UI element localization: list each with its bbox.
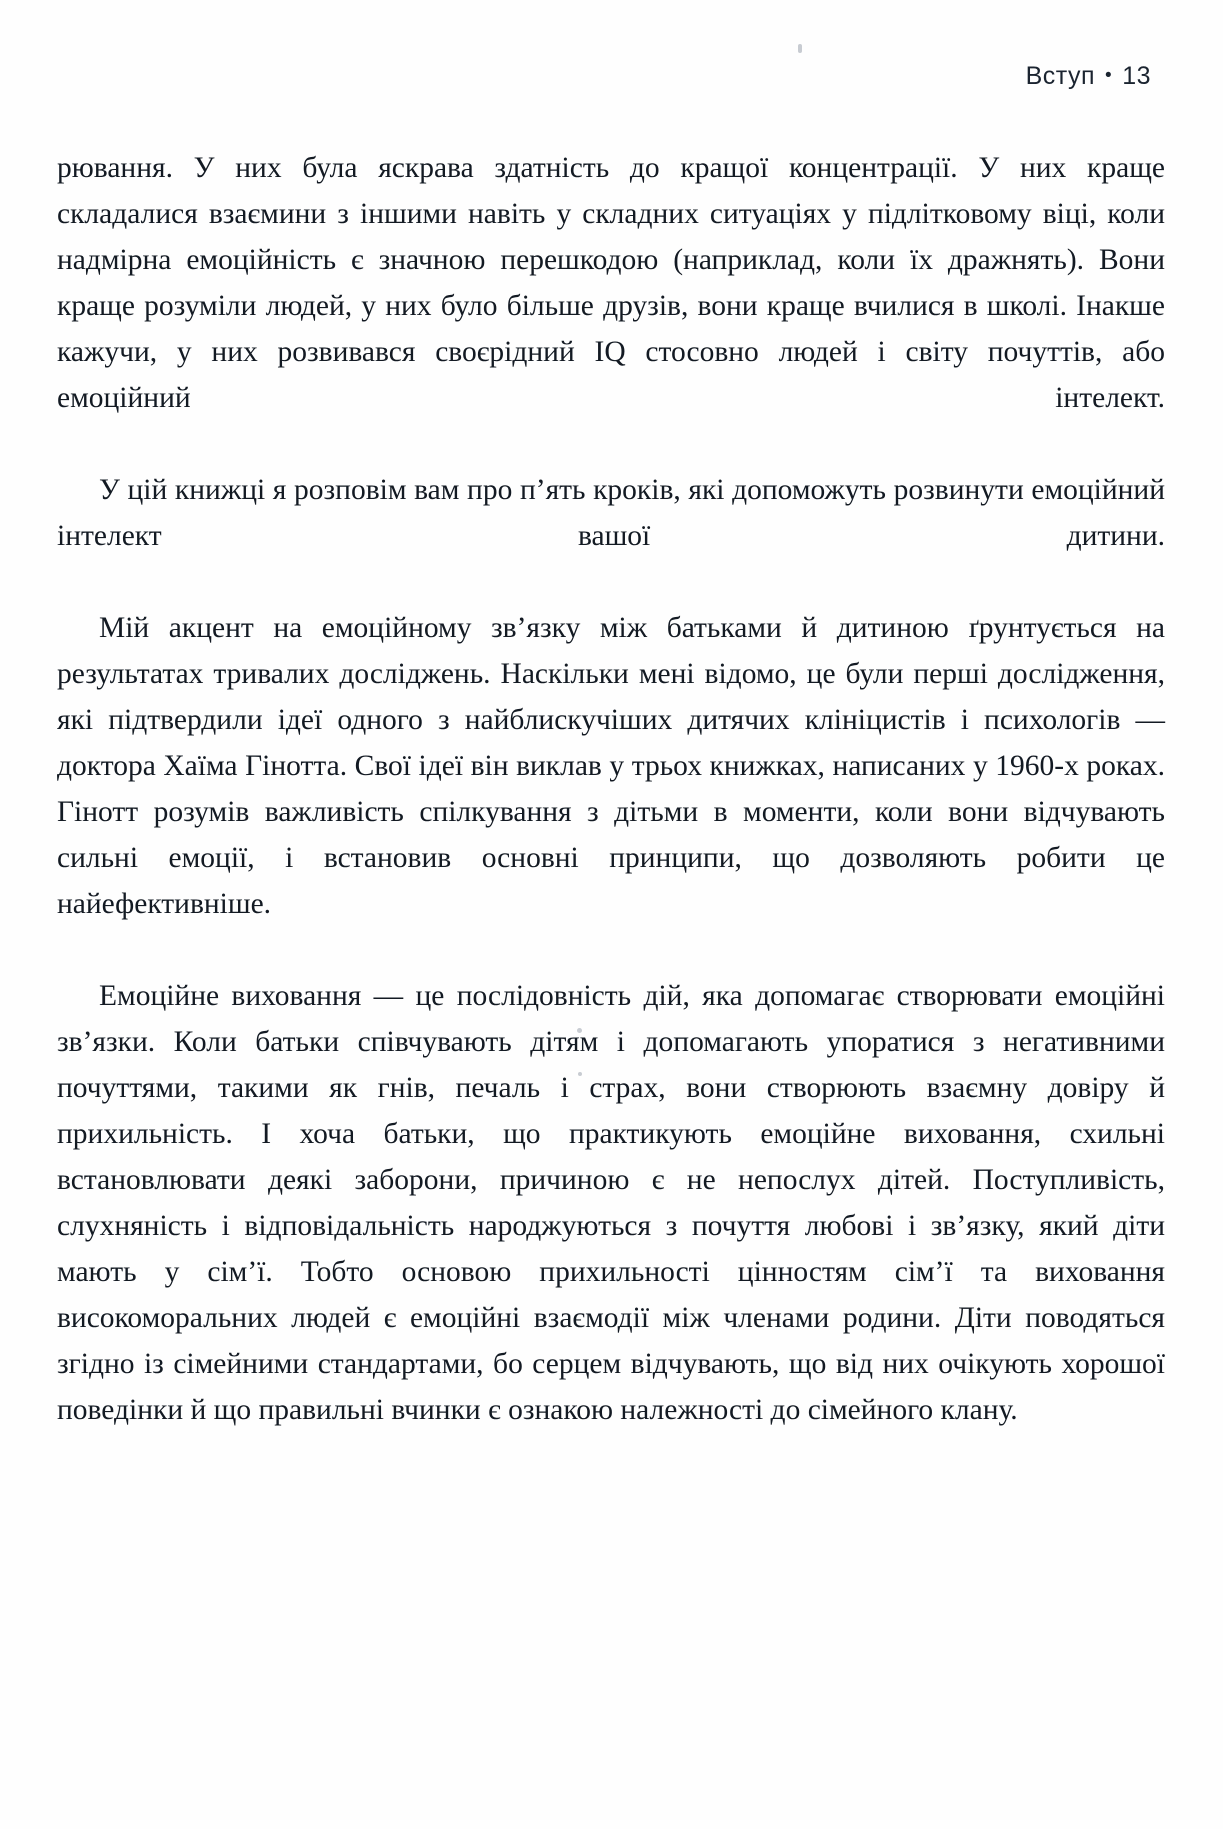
body-text-column — [57, 145, 1165, 1433]
running-head — [1026, 62, 1151, 91]
page-speck — [798, 44, 802, 53]
paragraph: У цій книжці я розповім вам про п’ять кроків, які допоможуть розвинути емоційний інтелект вашої дитини. — [57, 474, 1165, 552]
paragraph: рювання. У них була яскрава здатність до кращої концентрації. У них краще складалися взаємини з іншими навіть у складних ситуаціях у підлітковому віці, коли надмірна емоційність є значною перешкодою (наприклад, коли їх дражнять). Вони краще розуміли людей, у них було більше друзів, вони краще вчилися в школі. Інакше кажучи, у них розвивався своєрідний IQ стосовно людей і світу почуттів, або емоційний інтелект. — [57, 152, 1165, 414]
page-number: 13 — [1122, 62, 1151, 90]
running-head-separator: • — [1105, 65, 1113, 86]
paragraph: Емоційне виховання — це послідовність дій, яка допомагає створювати емоційні зв’язки. Коли батьки співчувають дітям і допомагають упоратися з негативними почуттями, такими як гнів, печаль і страх, вони створюють взаємну довіру й прихильність. І хоча батьки, що практикують емоційне виховання, схильні встановлювати деякі заборони, причиною є не непослух дітей. Поступливість, слухняність і відповідальність народжуються з почуття любові і зв’язку, який діти мають у сім’ї. Тобто основою прихильності цінностям сім’ї та виховання високоморальних людей є емоційні взаємодії між членами родини. Діти поводяться згідно із сімейними стандартами, бо серцем відчувають, що від них очікують хорошої поведінки й що правильні вчинки є ознакою належності до сімейного клану. — [57, 980, 1165, 1426]
running-head-chapter: Вступ — [1025, 62, 1096, 90]
paragraph: Мій акцент на емоційному зв’язку між батьками й дитиною ґрунтується на результатах тривалих досліджень. Наскільки мені відомо, це були перші дослідження, які підтвердили ідеї одного з найблискучіших дитячих клініцистів і психологів — доктора Хаїма Гінотта. Свої ідеї він виклав у трьох книжках, написаних у 1960-х роках. Гінотт розумів важливість спілкування з дітьми в моменти, коли вони відчувають сильні емоції, і встановив основні принципи, що дозволяють робити це найефективніше. — [57, 612, 1165, 920]
